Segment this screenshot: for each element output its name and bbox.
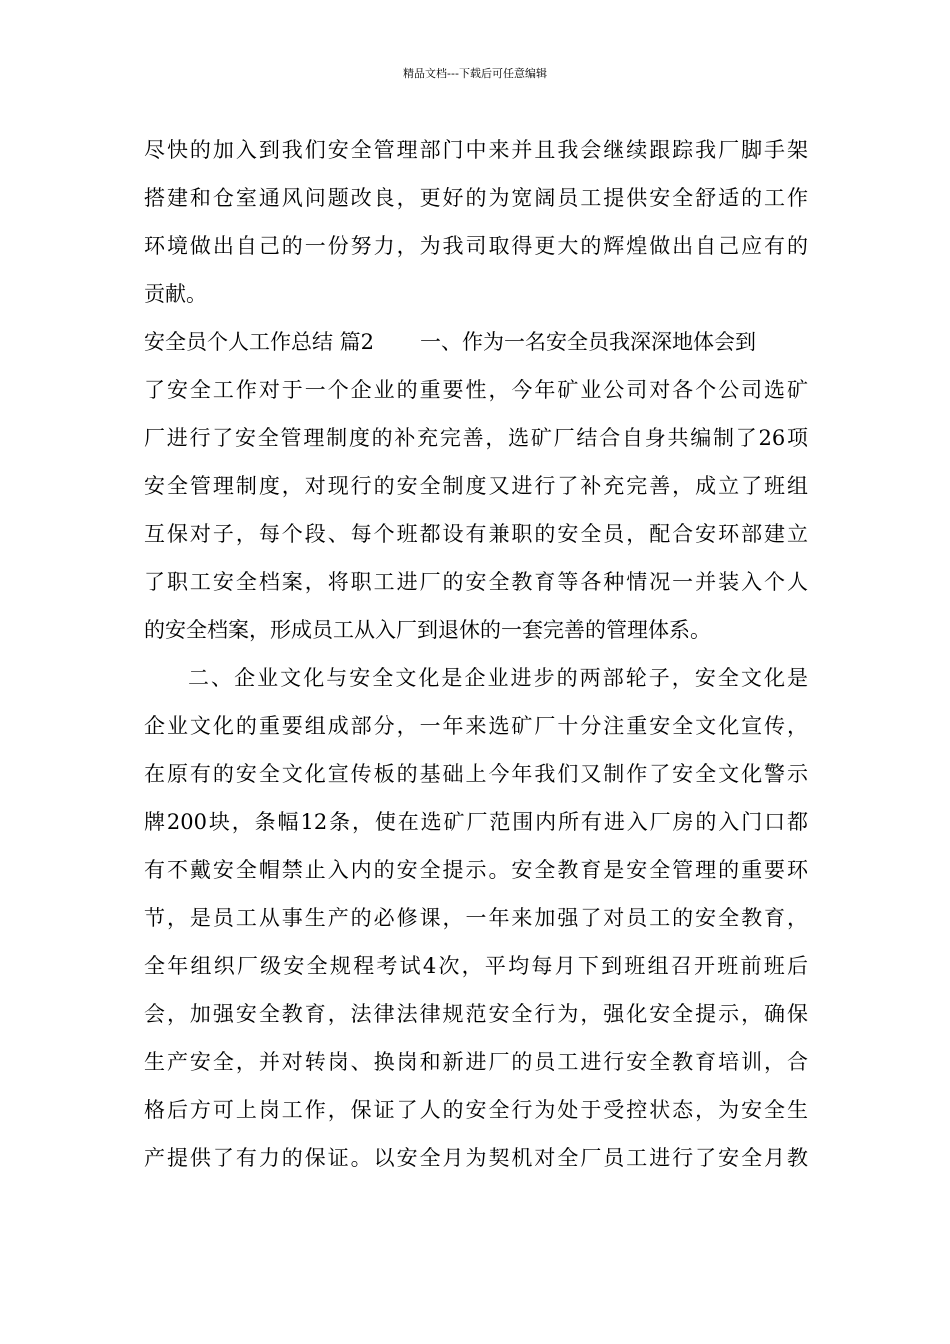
document-body [144,126,808,1182]
body-line: 互保对子，每个段、每个班都设有兼职的安全员，配合安环部建立 [144,522,808,546]
body-line: 会，加强安全教育，法律法律规范安全行为，强化安全提示，确保 [144,1002,808,1026]
body-line: 格后方可上岗工作，保证了人的安全行为处于受控状态，为安全生 [144,1098,808,1122]
body-line: 全年组织厂级安全规程考试4次，平均每月下到班组召开班前班后 [144,954,808,978]
body-line: 安全管理制度，对现行的安全制度又进行了补充完善，成立了班组 [144,474,808,498]
body-line: 一、作为一名安全员我深深地体会到 [420,330,757,354]
body-line: 生产安全，并对转岗、换岗和新进厂的员工进行安全教育培训，合 [144,1050,808,1074]
section-heading: 安全员个人工作总结 篇2 [144,330,375,354]
body-line: 企业文化的重要组成部分，一年来选矿厂十分注重安全文化宣传， [144,714,808,738]
body-line: 的安全档案，形成员工从入厂到退休的一套完善的管理体系。 [144,618,711,642]
body-line: 尽快的加入到我们安全管理部门中来并且我会继续跟踪我厂脚手架 [144,138,808,162]
body-line: 贡献。 [144,282,207,306]
body-line: 搭建和仓室通风问题改良，更好的为宽阔员工提供安全舒适的工作 [144,186,808,210]
body-line: 牌200块，条幅12条，使在选矿厂范围内所有进入厂房的入门口都 [144,810,808,834]
body-line: 了职工安全档案，将职工进厂的安全教育等各种情况一并装入个人 [144,570,808,594]
body-line: 环境做出自己的一份努力，为我司取得更大的辉煌做出自己应有的 [144,234,808,258]
body-line: 在原有的安全文化宣传板的基础上今年我们又制作了安全文化警示 [144,762,808,786]
paragraph-start-line: 二、企业文化与安全文化是企业进步的两部轮子，安全文化是 [188,666,808,690]
body-line: 有不戴安全帽禁止入内的安全提示。安全教育是安全管理的重要环 [144,858,808,882]
body-line: 节，是员工从事生产的必修课，一年来加强了对员工的安全教育， [144,906,808,930]
section-heading-line [144,318,808,366]
body-line: 厂进行了安全管理制度的补充完善，选矿厂结合自身共编制了26项 [144,426,808,450]
body-line: 产提供了有力的保证。以安全月为契机对全厂员工进行了安全月教 [144,1146,808,1170]
body-line: 了安全工作对于一个企业的重要性，今年矿业公司对各个公司选矿 [144,378,808,402]
page-header: 精品文档---下载后可任意编辑 [403,67,547,80]
